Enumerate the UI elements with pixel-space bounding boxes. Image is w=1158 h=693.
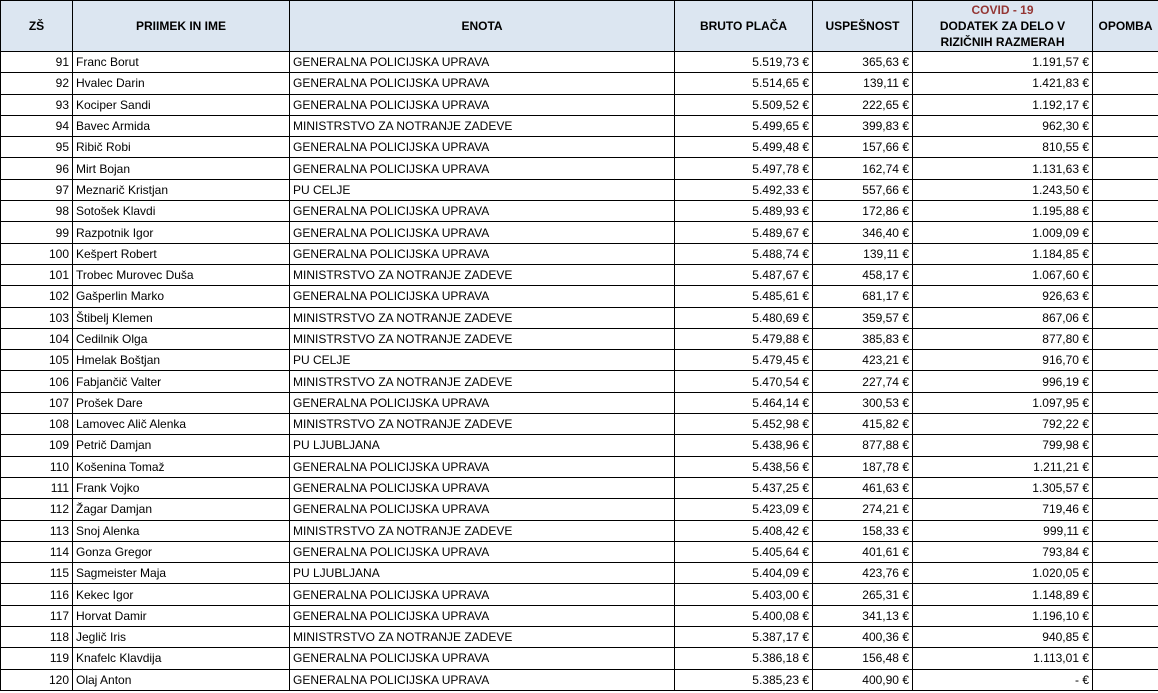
cell-name: Bavec Armida xyxy=(73,115,290,136)
cell-covid: 1.243,50 € xyxy=(913,179,1093,200)
cell-enota: GENERALNA POLICIJSKA UPRAVA xyxy=(290,456,675,477)
cell-bruto: 5.423,09 € xyxy=(675,499,813,520)
table-row xyxy=(1,605,1158,626)
cell-enota: GENERALNA POLICIJSKA UPRAVA xyxy=(290,222,675,243)
cell-opomba xyxy=(1093,371,1158,392)
header-enota: ENOTA xyxy=(290,1,675,52)
cell-covid: 926,63 € xyxy=(913,286,1093,307)
cell-name: Meznarič Kristjan xyxy=(73,179,290,200)
cell-uspesnost: 341,13 € xyxy=(813,605,913,626)
cell-bruto: 5.514,65 € xyxy=(675,73,813,94)
cell-name: Hvalec Darin xyxy=(73,73,290,94)
cell-opomba xyxy=(1093,414,1158,435)
table-row xyxy=(1,328,1158,349)
cell-zs: 91 xyxy=(1,52,73,73)
cell-opomba xyxy=(1093,584,1158,605)
cell-bruto: 5.479,45 € xyxy=(675,350,813,371)
cell-opomba xyxy=(1093,520,1158,541)
cell-covid: 996,19 € xyxy=(913,371,1093,392)
cell-uspesnost: 300,53 € xyxy=(813,392,913,413)
cell-covid: 1.148,89 € xyxy=(913,584,1093,605)
cell-uspesnost: 415,82 € xyxy=(813,414,913,435)
cell-uspesnost: 877,88 € xyxy=(813,435,913,456)
cell-uspesnost: 385,83 € xyxy=(813,328,913,349)
cell-enota: GENERALNA POLICIJSKA UPRAVA xyxy=(290,648,675,669)
table-row xyxy=(1,435,1158,456)
cell-zs: 114 xyxy=(1,541,73,562)
header-bruto: BRUTO PLAČA xyxy=(675,1,813,52)
cell-name: Razpotnik Igor xyxy=(73,222,290,243)
cell-covid: 1.184,85 € xyxy=(913,243,1093,264)
cell-name: Kešpert Robert xyxy=(73,243,290,264)
cell-zs: 105 xyxy=(1,350,73,371)
cell-covid: 1.113,01 € xyxy=(913,648,1093,669)
cell-opomba xyxy=(1093,328,1158,349)
cell-name: Frank Vojko xyxy=(73,477,290,498)
cell-zs: 102 xyxy=(1,286,73,307)
cell-uspesnost: 157,66 € xyxy=(813,137,913,158)
cell-bruto: 5.408,42 € xyxy=(675,520,813,541)
cell-bruto: 5.387,17 € xyxy=(675,627,813,648)
cell-bruto: 5.452,98 € xyxy=(675,414,813,435)
cell-covid: 792,22 € xyxy=(913,414,1093,435)
cell-opomba xyxy=(1093,563,1158,584)
header-covid-line1: DODATEK ZA DELO V xyxy=(939,19,1066,33)
cell-zs: 115 xyxy=(1,563,73,584)
cell-name: Horvat Damir xyxy=(73,605,290,626)
table-row xyxy=(1,477,1158,498)
cell-zs: 92 xyxy=(1,73,73,94)
cell-enota: GENERALNA POLICIJSKA UPRAVA xyxy=(290,669,675,690)
cell-opomba xyxy=(1093,158,1158,179)
cell-zs: 93 xyxy=(1,94,73,115)
header-zs: ZŠ xyxy=(1,1,73,52)
cell-enota: GENERALNA POLICIJSKA UPRAVA xyxy=(290,541,675,562)
table-body xyxy=(1,52,1158,691)
table-row xyxy=(1,520,1158,541)
cell-name: Prošek Dare xyxy=(73,392,290,413)
table-row xyxy=(1,499,1158,520)
cell-enota: PU CELJE xyxy=(290,179,675,200)
cell-opomba xyxy=(1093,73,1158,94)
cell-zs: 94 xyxy=(1,115,73,136)
cell-uspesnost: 557,66 € xyxy=(813,179,913,200)
cell-uspesnost: 400,90 € xyxy=(813,669,913,690)
cell-uspesnost: 359,57 € xyxy=(813,307,913,328)
cell-enota: GENERALNA POLICIJSKA UPRAVA xyxy=(290,73,675,94)
cell-zs: 103 xyxy=(1,307,73,328)
header-covid-line2: RIZIČNIH RAZMERAH xyxy=(940,35,1065,49)
cell-zs: 112 xyxy=(1,499,73,520)
cell-zs: 100 xyxy=(1,243,73,264)
cell-covid: 1.020,05 € xyxy=(913,563,1093,584)
cell-zs: 98 xyxy=(1,201,73,222)
cell-zs: 104 xyxy=(1,328,73,349)
cell-uspesnost: 139,11 € xyxy=(813,243,913,264)
cell-zs: 119 xyxy=(1,648,73,669)
cell-opomba xyxy=(1093,307,1158,328)
cell-covid: 1.191,57 € xyxy=(913,52,1093,73)
table-row xyxy=(1,669,1158,690)
cell-bruto: 5.386,18 € xyxy=(675,648,813,669)
cell-bruto: 5.405,64 € xyxy=(675,541,813,562)
cell-uspesnost: 365,63 € xyxy=(813,52,913,73)
cell-covid: 1.067,60 € xyxy=(913,264,1093,285)
cell-covid: 1.195,88 € xyxy=(913,201,1093,222)
cell-zs: 108 xyxy=(1,414,73,435)
cell-enota: GENERALNA POLICIJSKA UPRAVA xyxy=(290,243,675,264)
cell-zs: 106 xyxy=(1,371,73,392)
cell-covid: 1.131,63 € xyxy=(913,158,1093,179)
cell-zs: 111 xyxy=(1,477,73,498)
cell-name: Kekec Igor xyxy=(73,584,290,605)
cell-opomba xyxy=(1093,115,1158,136)
cell-uspesnost: 227,74 € xyxy=(813,371,913,392)
cell-zs: 99 xyxy=(1,222,73,243)
cell-uspesnost: 187,78 € xyxy=(813,456,913,477)
cell-zs: 109 xyxy=(1,435,73,456)
cell-uspesnost: 139,11 € xyxy=(813,73,913,94)
cell-uspesnost: 423,76 € xyxy=(813,563,913,584)
cell-bruto: 5.480,69 € xyxy=(675,307,813,328)
cell-uspesnost: 458,17 € xyxy=(813,264,913,285)
cell-opomba xyxy=(1093,222,1158,243)
cell-enota: GENERALNA POLICIJSKA UPRAVA xyxy=(290,605,675,626)
cell-bruto: 5.499,65 € xyxy=(675,115,813,136)
table-row xyxy=(1,73,1158,94)
cell-bruto: 5.487,67 € xyxy=(675,264,813,285)
cell-name: Žagar Damjan xyxy=(73,499,290,520)
cell-opomba xyxy=(1093,286,1158,307)
cell-name: Petrič Damjan xyxy=(73,435,290,456)
cell-name: Olaj Anton xyxy=(73,669,290,690)
header-name: PRIIMEK IN IME xyxy=(73,1,290,52)
table-row xyxy=(1,350,1158,371)
cell-zs: 95 xyxy=(1,137,73,158)
table-row xyxy=(1,648,1158,669)
cell-enota: MINISTRSTVO ZA NOTRANJE ZADEVE xyxy=(290,328,675,349)
cell-opomba xyxy=(1093,264,1158,285)
cell-covid: 999,11 € xyxy=(913,520,1093,541)
cell-enota: GENERALNA POLICIJSKA UPRAVA xyxy=(290,94,675,115)
cell-opomba xyxy=(1093,456,1158,477)
cell-uspesnost: 346,40 € xyxy=(813,222,913,243)
cell-opomba xyxy=(1093,627,1158,648)
cell-covid: - € xyxy=(913,669,1093,690)
cell-opomba xyxy=(1093,648,1158,669)
cell-name: Cedilnik Olga xyxy=(73,328,290,349)
cell-covid: 962,30 € xyxy=(913,115,1093,136)
cell-bruto: 5.519,73 € xyxy=(675,52,813,73)
table-row xyxy=(1,541,1158,562)
cell-covid: 1.196,10 € xyxy=(913,605,1093,626)
cell-zs: 110 xyxy=(1,456,73,477)
cell-enota: GENERALNA POLICIJSKA UPRAVA xyxy=(290,137,675,158)
cell-uspesnost: 401,61 € xyxy=(813,541,913,562)
table-row xyxy=(1,115,1158,136)
cell-enota: GENERALNA POLICIJSKA UPRAVA xyxy=(290,392,675,413)
cell-bruto: 5.385,23 € xyxy=(675,669,813,690)
cell-opomba xyxy=(1093,179,1158,200)
cell-bruto: 5.485,61 € xyxy=(675,286,813,307)
cell-name: Gonza Gregor xyxy=(73,541,290,562)
cell-covid: 719,46 € xyxy=(913,499,1093,520)
cell-opomba xyxy=(1093,499,1158,520)
cell-bruto: 5.489,67 € xyxy=(675,222,813,243)
cell-covid: 1.097,95 € xyxy=(913,392,1093,413)
cell-bruto: 5.404,09 € xyxy=(675,563,813,584)
cell-opomba xyxy=(1093,137,1158,158)
cell-uspesnost: 274,21 € xyxy=(813,499,913,520)
cell-enota: GENERALNA POLICIJSKA UPRAVA xyxy=(290,584,675,605)
cell-zs: 120 xyxy=(1,669,73,690)
cell-covid: 1.305,57 € xyxy=(913,477,1093,498)
cell-enota: MINISTRSTVO ZA NOTRANJE ZADEVE xyxy=(290,627,675,648)
cell-opomba xyxy=(1093,392,1158,413)
cell-covid: 940,85 € xyxy=(913,627,1093,648)
cell-name: Trobec Murovec Duša xyxy=(73,264,290,285)
cell-covid: 810,55 € xyxy=(913,137,1093,158)
header-row xyxy=(1,1,1158,52)
cell-enota: PU LJUBLJANA xyxy=(290,563,675,584)
cell-enota: MINISTRSTVO ZA NOTRANJE ZADEVE xyxy=(290,264,675,285)
table-row xyxy=(1,286,1158,307)
cell-bruto: 5.489,93 € xyxy=(675,201,813,222)
cell-name: Snoj Alenka xyxy=(73,520,290,541)
cell-opomba xyxy=(1093,477,1158,498)
cell-name: Knafelc Klavdija xyxy=(73,648,290,669)
cell-enota: MINISTRSTVO ZA NOTRANJE ZADEVE xyxy=(290,414,675,435)
cell-uspesnost: 162,74 € xyxy=(813,158,913,179)
cell-uspesnost: 399,83 € xyxy=(813,115,913,136)
header-covid-title: COVID - 19 xyxy=(971,3,1034,17)
cell-uspesnost: 423,21 € xyxy=(813,350,913,371)
table-row xyxy=(1,52,1158,73)
cell-uspesnost: 156,48 € xyxy=(813,648,913,669)
cell-bruto: 5.437,25 € xyxy=(675,477,813,498)
cell-opomba xyxy=(1093,94,1158,115)
table-row xyxy=(1,137,1158,158)
cell-bruto: 5.438,96 € xyxy=(675,435,813,456)
table-row xyxy=(1,307,1158,328)
cell-zs: 101 xyxy=(1,264,73,285)
table-header xyxy=(1,1,1158,52)
cell-covid: 1.211,21 € xyxy=(913,456,1093,477)
cell-bruto: 5.470,54 € xyxy=(675,371,813,392)
cell-name: Ribič Robi xyxy=(73,137,290,158)
cell-covid: 867,06 € xyxy=(913,307,1093,328)
table-row xyxy=(1,179,1158,200)
cell-enota: GENERALNA POLICIJSKA UPRAVA xyxy=(290,499,675,520)
table-row xyxy=(1,456,1158,477)
cell-bruto: 5.499,48 € xyxy=(675,137,813,158)
table-row xyxy=(1,264,1158,285)
cell-enota: PU LJUBLJANA xyxy=(290,435,675,456)
table-row xyxy=(1,94,1158,115)
cell-name: Jeglič Iris xyxy=(73,627,290,648)
cell-covid: 793,84 € xyxy=(913,541,1093,562)
cell-bruto: 5.464,14 € xyxy=(675,392,813,413)
header-uspesnost: USPEŠNOST xyxy=(813,1,913,52)
cell-opomba xyxy=(1093,350,1158,371)
table-row xyxy=(1,158,1158,179)
cell-enota: MINISTRSTVO ZA NOTRANJE ZADEVE xyxy=(290,520,675,541)
cell-zs: 97 xyxy=(1,179,73,200)
cell-uspesnost: 461,63 € xyxy=(813,477,913,498)
cell-name: Hmelak Boštjan xyxy=(73,350,290,371)
cell-bruto: 5.438,56 € xyxy=(675,456,813,477)
cell-bruto: 5.403,00 € xyxy=(675,584,813,605)
cell-uspesnost: 681,17 € xyxy=(813,286,913,307)
cell-name: Štibelj Klemen xyxy=(73,307,290,328)
cell-uspesnost: 400,36 € xyxy=(813,627,913,648)
table-row xyxy=(1,414,1158,435)
table-row xyxy=(1,222,1158,243)
table-row xyxy=(1,392,1158,413)
cell-bruto: 5.488,74 € xyxy=(675,243,813,264)
cell-uspesnost: 158,33 € xyxy=(813,520,913,541)
cell-name: Kociper Sandi xyxy=(73,94,290,115)
cell-name: Sagmeister Maja xyxy=(73,563,290,584)
cell-covid: 799,98 € xyxy=(913,435,1093,456)
cell-bruto: 5.492,33 € xyxy=(675,179,813,200)
cell-uspesnost: 265,31 € xyxy=(813,584,913,605)
cell-bruto: 5.479,88 € xyxy=(675,328,813,349)
cell-enota: GENERALNA POLICIJSKA UPRAVA xyxy=(290,158,675,179)
table-row xyxy=(1,584,1158,605)
cell-opomba xyxy=(1093,201,1158,222)
cell-opomba xyxy=(1093,243,1158,264)
cell-enota: MINISTRSTVO ZA NOTRANJE ZADEVE xyxy=(290,115,675,136)
cell-zs: 113 xyxy=(1,520,73,541)
cell-covid: 877,80 € xyxy=(913,328,1093,349)
header-covid xyxy=(913,1,1093,52)
cell-name: Mirt Bojan xyxy=(73,158,290,179)
cell-enota: PU CELJE xyxy=(290,350,675,371)
cell-name: Gašperlin Marko xyxy=(73,286,290,307)
table-row xyxy=(1,371,1158,392)
cell-zs: 116 xyxy=(1,584,73,605)
table-row xyxy=(1,201,1158,222)
cell-uspesnost: 222,65 € xyxy=(813,94,913,115)
cell-enota: GENERALNA POLICIJSKA UPRAVA xyxy=(290,477,675,498)
cell-covid: 1.009,09 € xyxy=(913,222,1093,243)
cell-opomba xyxy=(1093,435,1158,456)
cell-opomba xyxy=(1093,52,1158,73)
cell-opomba xyxy=(1093,605,1158,626)
table-row xyxy=(1,563,1158,584)
cell-opomba xyxy=(1093,541,1158,562)
cell-enota: MINISTRSTVO ZA NOTRANJE ZADEVE xyxy=(290,371,675,392)
cell-enota: GENERALNA POLICIJSKA UPRAVA xyxy=(290,201,675,222)
cell-enota: GENERALNA POLICIJSKA UPRAVA xyxy=(290,52,675,73)
cell-covid: 1.192,17 € xyxy=(913,94,1093,115)
cell-name: Sotošek Klavdi xyxy=(73,201,290,222)
table-row xyxy=(1,243,1158,264)
cell-enota: GENERALNA POLICIJSKA UPRAVA xyxy=(290,286,675,307)
cell-opomba xyxy=(1093,669,1158,690)
cell-name: Lamovec Alič Alenka xyxy=(73,414,290,435)
cell-enota: MINISTRSTVO ZA NOTRANJE ZADEVE xyxy=(290,307,675,328)
cell-bruto: 5.509,52 € xyxy=(675,94,813,115)
cell-zs: 96 xyxy=(1,158,73,179)
header-opomba: OPOMBA xyxy=(1093,1,1158,52)
cell-name: Fabjančič Valter xyxy=(73,371,290,392)
cell-name: Franc Borut xyxy=(73,52,290,73)
cell-zs: 107 xyxy=(1,392,73,413)
cell-covid: 916,70 € xyxy=(913,350,1093,371)
cell-uspesnost: 172,86 € xyxy=(813,201,913,222)
cell-bruto: 5.497,78 € xyxy=(675,158,813,179)
cell-covid: 1.421,83 € xyxy=(913,73,1093,94)
cell-zs: 117 xyxy=(1,605,73,626)
table-row xyxy=(1,627,1158,648)
cell-name: Košenina Tomaž xyxy=(73,456,290,477)
cell-zs: 118 xyxy=(1,627,73,648)
cell-bruto: 5.400,08 € xyxy=(675,605,813,626)
